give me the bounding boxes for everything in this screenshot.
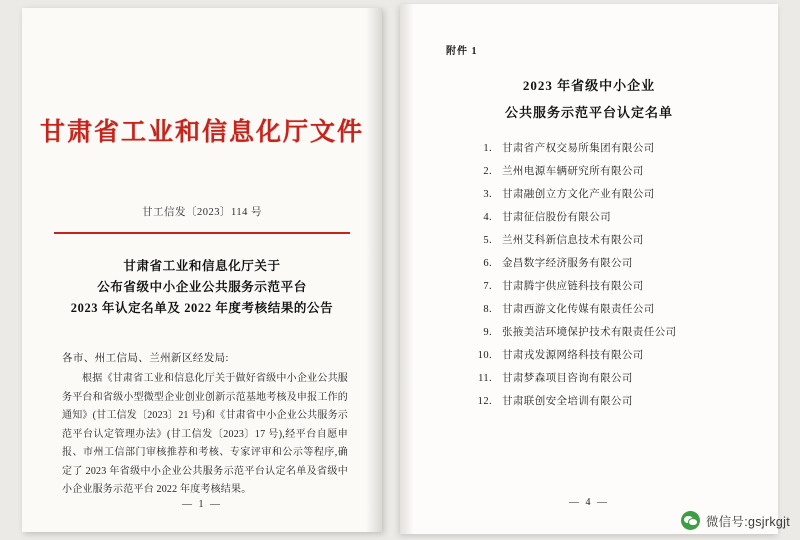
document-page-right: [400, 4, 778, 534]
list-item: [466, 163, 738, 186]
page-number-left: — 1 —: [182, 499, 222, 510]
list-item-label: 金昌数字经济服务有限公司: [502, 258, 633, 269]
list-item: [466, 140, 738, 163]
list-item: [466, 255, 738, 278]
list-item: [466, 347, 738, 370]
document-title-line-2: 公布省级中小企业公共服务示范平台: [97, 280, 307, 294]
list-item: [466, 278, 738, 301]
list-title-line-2: 公共服务示范平台认定名单: [504, 105, 673, 120]
list-item-index: 12.: [477, 396, 492, 407]
document-body-paragraph: 根据《甘肃省工业和信息化厅关于做好省级中小企业公共服务平台和省级小型微型企业创业创新示范基地考核及申报工作的通知》(甘工信发〔2023〕21 号)和《甘肃省中小企业公共服务示范平台认定管理办法》(甘工信发〔2023〕17 号),经平台自愿申报、市州工信部门审核推荐和考核、专家评审和公示等程序,确定了 2023 年省级中小企业公共服务示范平台认定名单及省级中小企业服务示范平台 2022 年度考核结果。: [62, 373, 348, 495]
list-item: [466, 370, 738, 393]
attachment-label: 附件 1: [446, 46, 478, 57]
wechat-watermark: [681, 511, 790, 530]
list-item: [466, 209, 738, 232]
list-item-label: 甘肃腾宇供应链科技有限公司: [502, 281, 644, 292]
list-item: [466, 301, 738, 324]
list-item-label: 甘肃融创立方文化产业有限公司: [502, 189, 655, 200]
list-item-index: 11.: [478, 373, 492, 384]
list-item-label: 兰州电源车辆研究所有限公司: [502, 166, 644, 177]
list-item-index: 1.: [483, 143, 492, 154]
list-item-index: 10.: [477, 350, 492, 361]
list-title-line-1: 2023 年省级中小企业: [522, 78, 656, 93]
list-item-label: 兰州艾科新信息技术有限公司: [502, 235, 644, 246]
document-page-left: [22, 8, 382, 532]
list-item: [466, 186, 738, 209]
list-item: [466, 393, 738, 416]
list-item-index: 6.: [483, 258, 492, 269]
list-item-label: 甘肃省产权交易所集团有限公司: [502, 143, 655, 154]
red-divider-rule: [54, 232, 350, 234]
list-item-index: 9.: [483, 327, 492, 338]
list-item-index: 4.: [483, 212, 492, 223]
list-item: [466, 232, 738, 255]
platform-name-list: [466, 140, 738, 416]
list-item-label: 甘肃联创安全培训有限公司: [502, 396, 633, 407]
list-item-label: 甘肃戎发源网络科技有限公司: [502, 350, 644, 361]
document-body: [62, 370, 348, 500]
document-number: 甘工信发〔2023〕114 号: [142, 207, 262, 218]
list-item-index: 7.: [483, 281, 492, 292]
document-salutation: 各市、州工信局、兰州新区经发局:: [62, 353, 229, 364]
list-item-index: 5.: [483, 235, 492, 246]
list-item-label: 甘肃征信股份有限公司: [502, 212, 611, 223]
wechat-icon: [681, 511, 700, 530]
wechat-watermark-label: 微信号:gsjrkgjt: [705, 514, 790, 529]
list-title: [400, 72, 778, 126]
list-item-label: 张掖美洁环境保护技术有限责任公司: [502, 327, 677, 338]
issuing-authority-header: 甘肃省工业和信息化厅文件: [39, 119, 364, 146]
page-number-right: — 4 —: [569, 497, 609, 508]
list-item-index: 3.: [483, 189, 492, 200]
list-item-index: 8.: [483, 304, 492, 315]
document-title: [50, 256, 354, 319]
document-title-line-3: 2023 年认定名单及 2022 年度考核结果的公告: [70, 301, 334, 315]
list-item-index: 2.: [483, 166, 492, 177]
list-item: [466, 324, 738, 347]
document-title-line-1: 甘肃省工业和信息化厅关于: [123, 259, 281, 273]
list-item-label: 甘肃西游文化传媒有限责任公司: [502, 304, 655, 315]
list-item-label: 甘肃梦森项目咨询有限公司: [502, 373, 633, 384]
